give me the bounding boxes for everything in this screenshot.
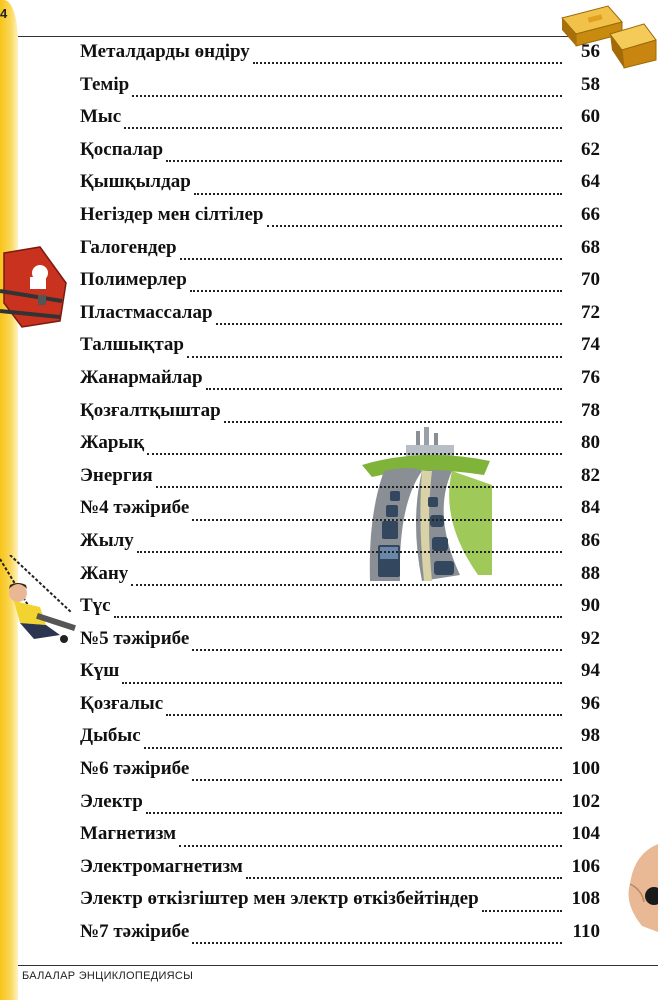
- footer-book-title: БАЛАЛАР ЭНЦИКЛОПЕДИЯСЫ: [22, 970, 194, 982]
- toc-dot-leader: [156, 486, 562, 488]
- toc-dot-leader: [253, 62, 562, 64]
- toc-entry[interactable]: [80, 106, 600, 139]
- toc-entry-page-number: 100: [571, 758, 600, 780]
- toc-entry-page-number: 82: [581, 464, 600, 486]
- toc-dot-leader: [192, 779, 562, 781]
- toc-entry-page-number: 102: [571, 790, 600, 812]
- toc-entry-page-number: 70: [581, 269, 600, 291]
- toc-entry-page-number: 68: [581, 236, 600, 258]
- toc-dot-leader: [192, 942, 562, 944]
- toc-entry[interactable]: [80, 628, 600, 661]
- toc-entry-page-number: 92: [581, 627, 600, 649]
- toc-entry[interactable]: [80, 758, 600, 791]
- toc-entry-title: Электр өткізгіштер мен электр өткізбейтіндер: [80, 888, 479, 910]
- toc-entry-page-number: 90: [581, 595, 600, 617]
- toc-entry-page-number: 84: [581, 497, 600, 519]
- toc-entry-title: Қышқылдар: [80, 171, 191, 193]
- toc-dot-leader: [137, 551, 562, 553]
- toc-entry-title: №6 тәжірибе: [80, 758, 190, 780]
- toc-dot-leader: [206, 388, 562, 390]
- toc-entry-title: Темір: [80, 73, 130, 95]
- toc-entry[interactable]: [80, 660, 600, 693]
- toc-entry-title: Энергия: [80, 464, 153, 486]
- toc-entry[interactable]: [80, 400, 600, 433]
- toc-entry-title: №4 тәжірибе: [80, 497, 190, 519]
- toc-entry[interactable]: [80, 74, 600, 107]
- top-rule: [18, 36, 578, 37]
- toc-entry-title: Металдарды өндіру: [80, 41, 250, 62]
- toc-dot-leader: [179, 845, 562, 847]
- toc-entry-title: Дыбыс: [80, 725, 141, 747]
- toc-entry[interactable]: [80, 921, 600, 954]
- table-of-contents: [80, 41, 600, 954]
- toc-entry-page-number: 96: [581, 692, 600, 714]
- toc-dot-leader: [192, 649, 562, 651]
- toc-entry-title: Талшықтар: [80, 334, 184, 356]
- toc-entry[interactable]: [80, 823, 600, 856]
- toc-entry[interactable]: [80, 367, 600, 400]
- toc-entry-title: Магнетизм: [80, 823, 177, 845]
- toc-entry[interactable]: [80, 530, 600, 563]
- toc-entry-page-number: 62: [581, 138, 600, 160]
- page-number: 4: [0, 6, 8, 21]
- toc-entry-page-number: 86: [581, 529, 600, 551]
- toc-entry-title: Жылу: [80, 529, 134, 551]
- toc-entry-title: Қоспалар: [80, 138, 164, 160]
- toc-dot-leader: [166, 160, 562, 162]
- toc-entry-page-number: 88: [581, 562, 600, 584]
- toc-entry-page-number: 110: [572, 921, 600, 943]
- toc-entry-title: Қозғалыс: [80, 692, 164, 714]
- toc-entry-page-number: 60: [581, 106, 600, 128]
- toc-entry-title: №7 тәжірибе: [80, 921, 190, 943]
- toc-entry-page-number: 66: [581, 203, 600, 225]
- toc-dot-leader: [267, 225, 563, 227]
- toc-entry-page-number: 108: [571, 888, 600, 910]
- toc-dot-leader: [180, 258, 562, 260]
- toc-entry-title: Жарық: [80, 432, 145, 454]
- toc-entry[interactable]: [80, 334, 600, 367]
- toc-entry-title: Жанармайлар: [80, 366, 203, 388]
- toc-entry-page-number: 56: [581, 41, 600, 62]
- toc-entry-title: Электр: [80, 790, 143, 812]
- toc-entry-page-number: 72: [581, 301, 600, 323]
- toc-entry[interactable]: [80, 204, 600, 237]
- toc-entry[interactable]: [80, 432, 600, 465]
- toc-entry[interactable]: [80, 856, 600, 889]
- toc-entry[interactable]: [80, 41, 600, 74]
- toc-entry-page-number: 58: [581, 73, 600, 95]
- toc-dot-leader: [246, 877, 562, 879]
- toc-entry-page-number: 74: [581, 334, 600, 356]
- toc-entry-title: Жану: [80, 562, 129, 584]
- toc-entry-page-number: 76: [581, 366, 600, 388]
- toc-entry[interactable]: [80, 171, 600, 204]
- bottom-rule: [18, 965, 658, 966]
- toc-entry-title: Күш: [80, 660, 120, 682]
- toc-entry-page-number: 106: [571, 855, 600, 877]
- toc-entry-title: Түс: [80, 595, 111, 617]
- toc-dot-leader: [166, 714, 562, 716]
- toc-entry[interactable]: [80, 237, 600, 270]
- toc-dot-leader: [122, 682, 562, 684]
- toc-entry[interactable]: [80, 139, 600, 172]
- toc-entry-title: Полимерлер: [80, 269, 187, 291]
- toc-entry[interactable]: [80, 497, 600, 530]
- toc-entry-title: Электромагнетизм: [80, 855, 243, 877]
- toc-dot-leader: [146, 812, 562, 814]
- toc-dot-leader: [224, 421, 562, 423]
- toc-entry-title: Мыс: [80, 106, 122, 128]
- toc-entry[interactable]: [80, 693, 600, 726]
- toc-entry-page-number: 64: [581, 171, 600, 193]
- toc-dot-leader: [190, 290, 562, 292]
- toc-dot-leader: [131, 584, 562, 586]
- toc-dot-leader: [192, 519, 562, 521]
- toc-dot-leader: [147, 453, 562, 455]
- child-on-swing-icon: [0, 555, 80, 647]
- toc-entry[interactable]: [80, 791, 600, 824]
- toc-dot-leader: [187, 356, 562, 358]
- toc-entry-page-number: 78: [581, 399, 600, 421]
- toc-entry[interactable]: [80, 269, 600, 302]
- toc-entry[interactable]: [80, 302, 600, 335]
- toc-dot-leader: [132, 95, 562, 97]
- toc-entry-page-number: 98: [581, 725, 600, 747]
- left-color-band: [0, 0, 18, 1000]
- toc-entry[interactable]: [80, 595, 600, 628]
- toc-entry[interactable]: [80, 888, 600, 921]
- toc-entry-title: Пластмассалар: [80, 301, 213, 323]
- hand-with-magnet-icon: [620, 840, 658, 936]
- toc-dot-leader: [114, 616, 562, 618]
- toc-entry-page-number: 80: [581, 432, 600, 454]
- toc-dot-leader: [144, 747, 562, 749]
- toc-entry-page-number: 94: [581, 660, 600, 682]
- toc-entry[interactable]: [80, 725, 600, 758]
- toc-entry[interactable]: [80, 465, 600, 498]
- life-vest-icon: [0, 243, 72, 331]
- toc-entry-title: №5 тәжірибе: [80, 627, 190, 649]
- toc-dot-leader: [194, 193, 562, 195]
- toc-dot-leader: [124, 127, 562, 129]
- toc-entry-title: Галогендер: [80, 236, 177, 258]
- toc-entry[interactable]: [80, 563, 600, 596]
- toc-entry-title: Негіздер мен сілтілер: [80, 203, 264, 225]
- toc-dot-leader: [216, 323, 562, 325]
- toc-entry-title: Қозғалтқыштар: [80, 399, 221, 421]
- toc-entry-page-number: 104: [571, 823, 600, 845]
- toc-dot-leader: [482, 910, 562, 912]
